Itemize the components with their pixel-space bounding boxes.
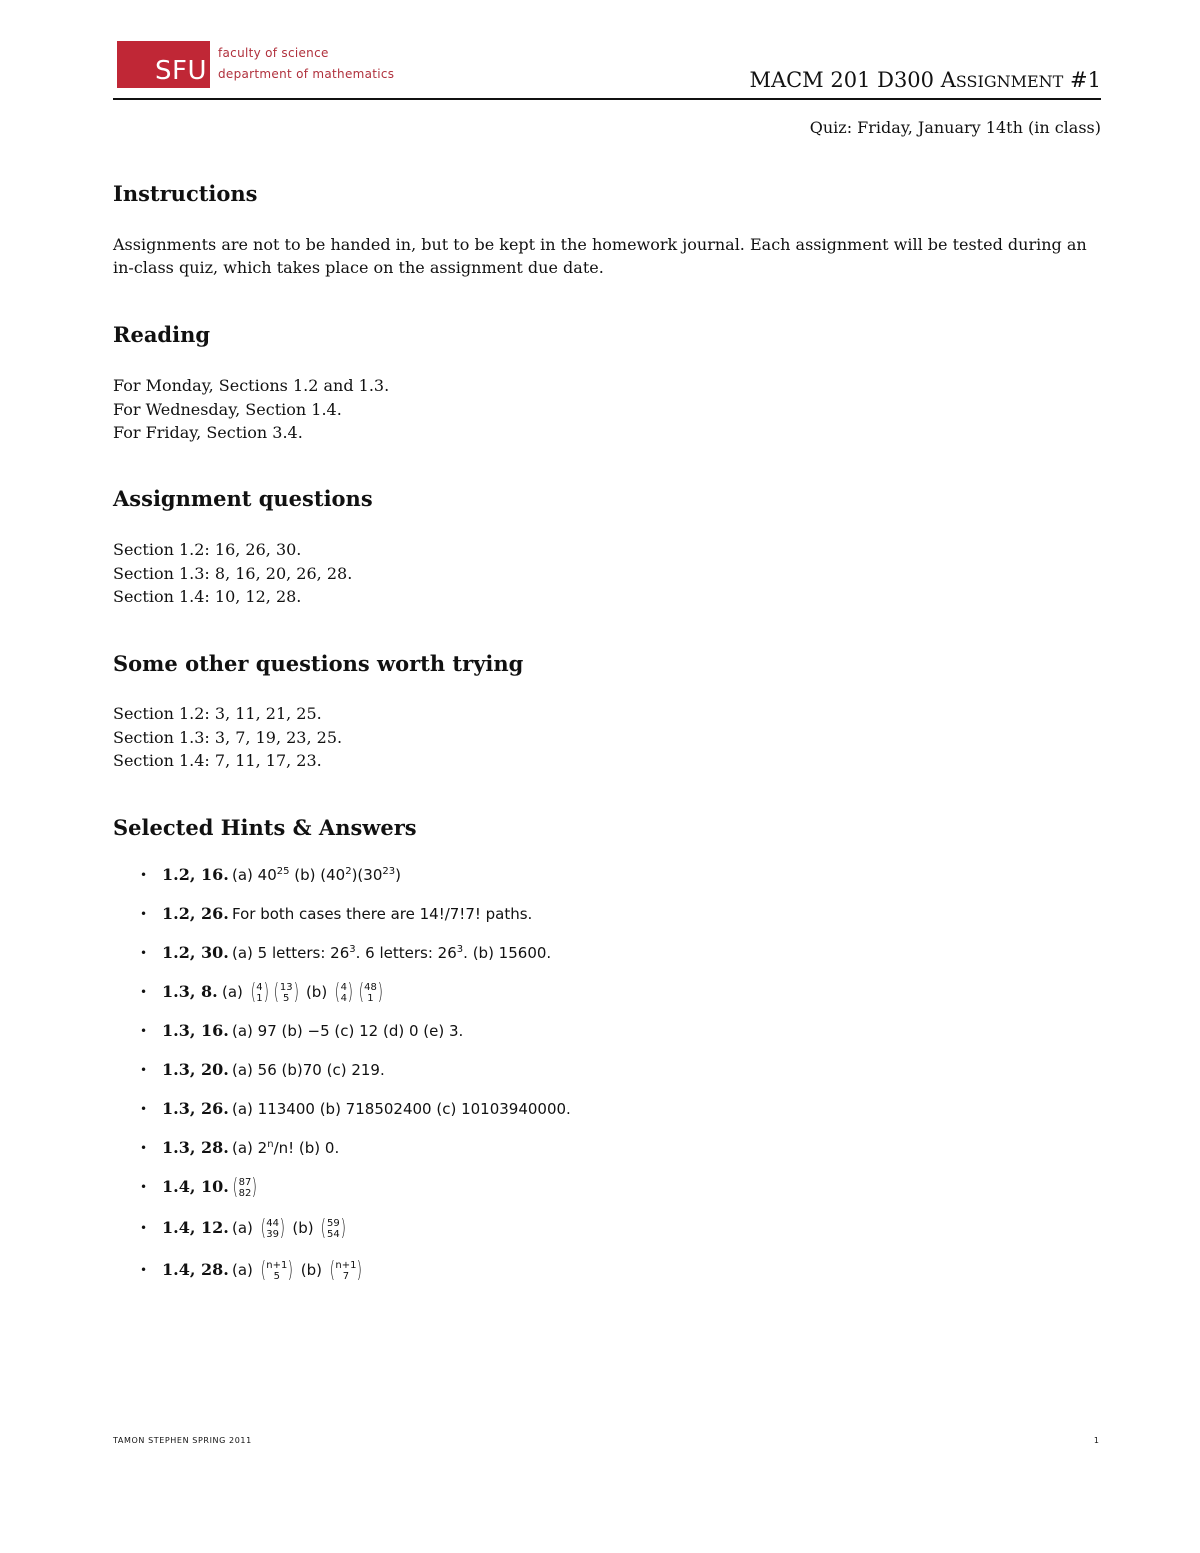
hint-ref: 1.4, 28. — [162, 1260, 229, 1279]
assignment-heading: Assignment questions — [113, 486, 373, 511]
other-line: Section 1.4: 7, 11, 17, 23. — [113, 751, 322, 770]
reading-line: For Monday, Sections 1.2 and 1.3. — [113, 376, 390, 395]
binomial: ( 4 1 ) — [250, 979, 269, 1005]
hint-ref: 1.3, 16. — [162, 1021, 229, 1040]
hint-ref: 1.3, 28. — [162, 1138, 229, 1157]
reading-list — [113, 374, 389, 445]
other-line: Section 1.3: 3, 7, 19, 23, 25. — [113, 727, 343, 747]
document-title — [749, 68, 1101, 92]
binomial: ( 4 4 ) — [334, 979, 353, 1005]
other-questions-list — [113, 702, 342, 773]
bullet: • — [140, 946, 148, 960]
binomial: ( 44 39 ) — [260, 1215, 285, 1241]
bullet: • — [140, 1024, 148, 1038]
bullet: • — [140, 985, 148, 999]
hint-ref: 1.2, 26. — [162, 904, 229, 923]
bullet: • — [140, 1263, 148, 1277]
hint-ref: 1.2, 30. — [162, 943, 229, 962]
hint-text: (a) $40^{25}$ (b) $(40^2)(30^{23})$ — [232, 866, 401, 884]
hint-ref: 1.4, 10. — [162, 1177, 229, 1196]
binomial: ( n+1 5 ) — [260, 1257, 294, 1283]
bullet: • — [140, 1063, 148, 1077]
hint-text: For both cases there are 14!/7!7! paths. — [232, 905, 533, 923]
bullet: • — [140, 1102, 148, 1116]
assignment-list — [113, 538, 352, 609]
hint-text: (a) 5 letters: $26^3$. 6 letters: $26^3$. (b) 15600. — [232, 944, 552, 962]
hint-ref: 1.3, 20. — [162, 1060, 229, 1079]
hint-ref: 1.4, 12. — [162, 1218, 229, 1237]
footer-author: TAMON STEPHEN SPRING 2011 — [113, 1436, 252, 1445]
quiz-date: Quiz: Friday, January 14th (in class) — [809, 118, 1101, 137]
hint-ref: 1.3, 26. — [162, 1099, 229, 1118]
binomial: ( n+1 7 ) — [329, 1257, 363, 1283]
assignment-line: Section 1.3: 8, 16, 20, 26, 28. — [113, 563, 353, 583]
reading-heading: Reading — [113, 322, 211, 347]
hint-text: (a) 2$^n$/n! (b) 0. — [232, 1139, 340, 1157]
binomial: ( 48 1 ) — [358, 979, 383, 1005]
bullet: • — [140, 868, 148, 882]
title-smallcaps: SSIGNMENT — [955, 72, 1064, 91]
sfu-logo — [117, 41, 210, 88]
binomial: ( 87 82 ) — [232, 1174, 258, 1200]
binomial: ( 59 54 ) — [321, 1215, 346, 1241]
reading-line: For Friday, Section 3.4. — [113, 423, 303, 442]
bullet: • — [140, 1180, 148, 1194]
bullet: • — [140, 907, 148, 921]
faculty-label: faculty of science — [218, 46, 329, 60]
assignment-line: Section 1.2: 16, 26, 30. — [113, 540, 302, 559]
header-rule — [113, 98, 1101, 100]
hint-text: (a) 113400 (b) 718502400 (c) 10103940000. — [232, 1100, 571, 1118]
other-questions-heading: Some other questions worth trying — [113, 651, 524, 676]
logo-text: SFU — [155, 56, 207, 86]
other-line: Section 1.2: 3, 11, 21, 25. — [113, 704, 322, 723]
bullet: • — [140, 1141, 148, 1155]
hint-text: (a) 97 (b) −5 (c) 12 (d) 0 (e) 3. — [232, 1022, 464, 1040]
title-number: #1 — [1063, 68, 1101, 92]
hint-text: (a) 56 (b)70 (c) 219. — [232, 1061, 385, 1079]
reading-line: For Wednesday, Section 1.4. — [113, 399, 342, 419]
instructions-text: Assignments are not to be handed in, but to be kept in the homework journal. Each assignment will be tested during an in-class quiz, which takes place on the assignment due date. — [113, 235, 1087, 277]
hints-heading: Selected Hints & Answers — [113, 815, 417, 840]
bullet: • — [140, 1221, 148, 1235]
hint-ref: 1.3, 8. — [162, 982, 218, 1001]
hint-text — [230, 1174, 260, 1200]
instructions-heading: Instructions — [113, 181, 258, 206]
hint-text: (a) ( 4 1 ) ( 13 5 ) (b) ( 4 4 ) ( 48 1 ) — [222, 979, 383, 1005]
hint-text: (a) ( 44 39 ) (b) ( 59 54 ) — [232, 1215, 346, 1241]
hint-text: (a) ( n+1 5 ) (b) ( n+1 7 ) — [232, 1257, 363, 1283]
department-label: department of mathematics — [218, 67, 395, 81]
hint-ref: 1.2, 16. — [162, 865, 229, 884]
binomial: ( 13 5 ) — [273, 979, 299, 1005]
page-number: 1 — [1093, 1436, 1099, 1445]
assignment-line: Section 1.4: 10, 12, 28. — [113, 587, 302, 606]
title-main: MACM 201 D300 A — [749, 68, 956, 92]
